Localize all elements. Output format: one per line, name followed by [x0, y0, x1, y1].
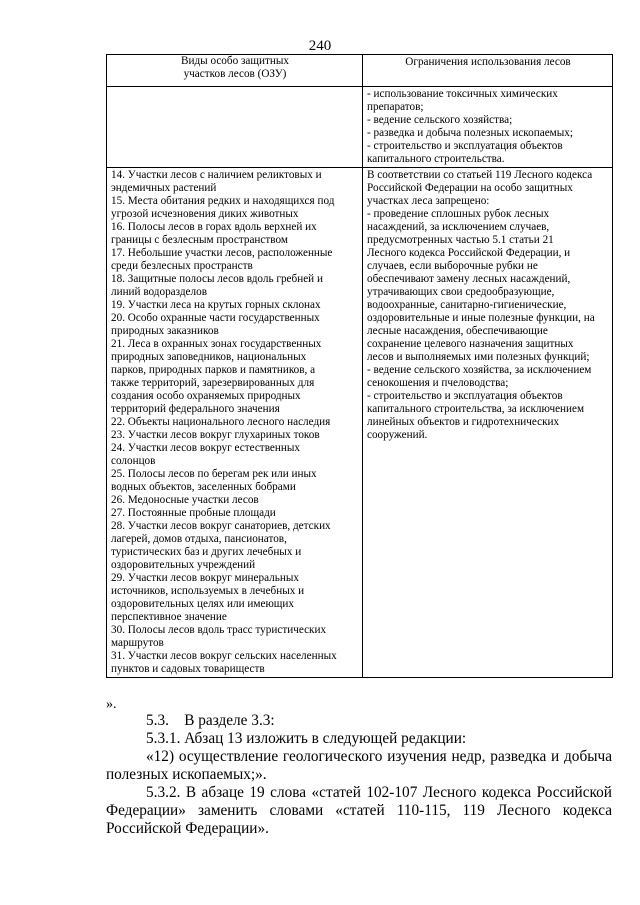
restriction-line: утрачивающих свои средообразующие, — [367, 286, 555, 298]
paragraph-5-3: 5.3. В разделе 3.3: — [146, 712, 275, 729]
zone-line: 23. Участки лесов вокруг глухариных токов — [111, 429, 320, 441]
restriction-line: оздоровительные и иные полезные функции, на — [367, 312, 595, 324]
restriction-line: В соответствии со статьей 119 Лесного кодекса — [367, 169, 593, 181]
continuation-line: - ведение сельского хозяйства; — [367, 114, 513, 126]
paragraph-quote-12: «12) осуществление геологического изучения недр, разведка и добыча полезных ископаемых;». — [106, 748, 612, 783]
zone-line: 19. Участки леса на крутых горных склонах — [111, 299, 321, 311]
zone-line: источников, используемых в лечебных и — [111, 585, 305, 597]
zone-line: среди безлесных пространств — [111, 260, 253, 272]
restriction-line: лесов и выполняемых ими полезных функций; — [367, 351, 590, 363]
restriction-line: участках леса запрещено: — [367, 195, 490, 207]
zone-line: маршрутов — [111, 637, 164, 649]
zone-line: 22. Объекты национального лесного наследия — [111, 416, 331, 428]
zone-line: границы с безлесным пространством — [111, 234, 288, 246]
continuation-empty-cell — [107, 87, 363, 168]
restriction-line: сенокошения и пчеловодства; — [367, 377, 509, 389]
restriction-line: сооружений. — [367, 429, 428, 441]
restriction-line: Российской Федерации на особо защитных — [367, 182, 573, 194]
zone-line: 30. Полосы лесов вдоль трасс туристических — [111, 624, 327, 636]
continuation-cell — [363, 87, 613, 168]
restriction-line: линейных объектов и гидротехнических — [367, 416, 560, 428]
table-row-continuation — [107, 87, 613, 168]
continuation-lines — [367, 88, 609, 166]
zone-line: 14. Участки лесов с наличием реликтовых и — [111, 169, 322, 181]
zone-line: перспективное значение — [111, 611, 227, 623]
zone-line: 24. Участки лесов вокруг естественных — [111, 442, 300, 454]
zone-line: 27. Постоянные пробные площади — [111, 507, 276, 519]
zone-line: 21. Леса в охранных зонах государственных — [111, 338, 322, 350]
zone-line: пунктов и садовых товариществ — [111, 663, 265, 675]
restriction-line: насаждений, за исключением случаев, — [367, 221, 550, 233]
zone-line: создания особо охраняемых природных — [111, 390, 301, 402]
restriction-line: сохранение целевого назначения защитных — [367, 338, 574, 350]
continuation-line: - использование токсичных химических — [367, 88, 558, 100]
restriction-line: водоохранные, санитарно-гигиенические, — [367, 299, 567, 311]
restriction-line: капитального строительства, за исключением — [367, 403, 585, 415]
header-zone-types-line: Виды особо защитных — [181, 55, 289, 67]
zone-line: водных объектов, заселенных бобрами — [111, 481, 296, 493]
paragraph-5-3-2: 5.3.2. В абзаце 19 слова «статей 102-107 Лесного кодекса Российской Федерации» заменить словами «статей 110-115, 119 Лесного кодекса Российской Федерации». — [106, 784, 612, 837]
zone-line: также территорий, зарезервированных для — [111, 377, 315, 389]
header-restrictions: Ограничения использования лесов — [363, 55, 613, 87]
zone-line: 28. Участки лесов вокруг санаториев, детских — [111, 520, 331, 532]
header-zone-types-line: участков лесов (ОЗУ) — [183, 68, 287, 80]
restriction-line: предусмотренных частью 5.1 статьи 21 — [367, 234, 554, 246]
zone-line: туристических баз и других лечебных и — [111, 546, 302, 558]
restriction-line: Лесного кодекса Российской Федерации, и — [367, 247, 571, 259]
table-row-zones — [107, 168, 613, 678]
zone-line: 17. Небольшие участки лесов, расположенные — [111, 247, 333, 259]
zone-line: 15. Места обитания редких и находящихся под — [111, 195, 335, 207]
zone-line: солонцов — [111, 455, 156, 467]
zone-line: 18. Защитные полосы лесов вдоль гребней и — [111, 273, 323, 285]
paragraph-5-3-1: 5.3.1. Абзац 13 изложить в следующей редакции: — [146, 730, 467, 747]
continuation-line: капитального строительства. — [367, 153, 505, 165]
zone-line: угрозой исчезновения диких животных — [111, 208, 299, 220]
page-number: 240 — [308, 38, 332, 54]
zone-line: 16. Полосы лесов в горах вдоль верхней их — [111, 221, 317, 233]
zone-line: парков, природных парков и памятников, а — [111, 364, 316, 376]
zone-line: 25. Полосы лесов по берегам рек или иных — [111, 468, 317, 480]
closing-quote: ». — [106, 697, 117, 712]
restrictions-list — [367, 169, 609, 442]
continuation-line: - разведка и добыча полезных ископаемых; — [367, 127, 573, 139]
zone-line: оздоровительных учреждений — [111, 559, 256, 571]
zone-line: эндемичных растений — [111, 182, 217, 194]
header-zone-types — [107, 55, 363, 87]
restriction-line: - проведение сплошных рубок лесных — [367, 208, 550, 220]
table-header-row — [107, 55, 613, 87]
continuation-line: - строительство и эксплуатация объектов — [367, 140, 563, 152]
zone-line: территорий федерального значения — [111, 403, 280, 415]
zone-line: 20. Особо охранные части государственных — [111, 312, 320, 324]
zone-line: оздоровительных целях или имеющих — [111, 598, 294, 610]
restriction-line: обеспечивают замену лесных насаждений, — [367, 273, 571, 285]
restrictions-cell — [363, 168, 613, 678]
restriction-line: лесные насаждения, обеспечивающие — [367, 325, 548, 337]
continuation-line: препаратов; — [367, 101, 424, 113]
zone-line: природных заповедников, национальных — [111, 351, 307, 363]
zone-line: лагерей, домов отдыха, пансионатов, — [111, 533, 287, 545]
zones-list-cell — [107, 168, 363, 678]
amendment-text — [106, 712, 612, 838]
zones-list — [111, 169, 359, 676]
restriction-line: - строительство и эксплуатация объектов — [367, 390, 563, 402]
restriction-line: - ведение сельского хозяйства, за исключением — [367, 364, 592, 376]
zone-line: 26. Медоносные участки лесов — [111, 494, 259, 506]
zone-line: 31. Участки лесов вокруг сельских населенных — [111, 650, 337, 662]
zone-line: природных заказников — [111, 325, 219, 337]
zone-line: 29. Участки лесов вокруг минеральных — [111, 572, 299, 584]
zone-line: линий водоразделов — [111, 286, 207, 298]
restriction-line: случаев, если выборочные рубки не — [367, 260, 538, 272]
forest-zones-table — [106, 54, 613, 678]
